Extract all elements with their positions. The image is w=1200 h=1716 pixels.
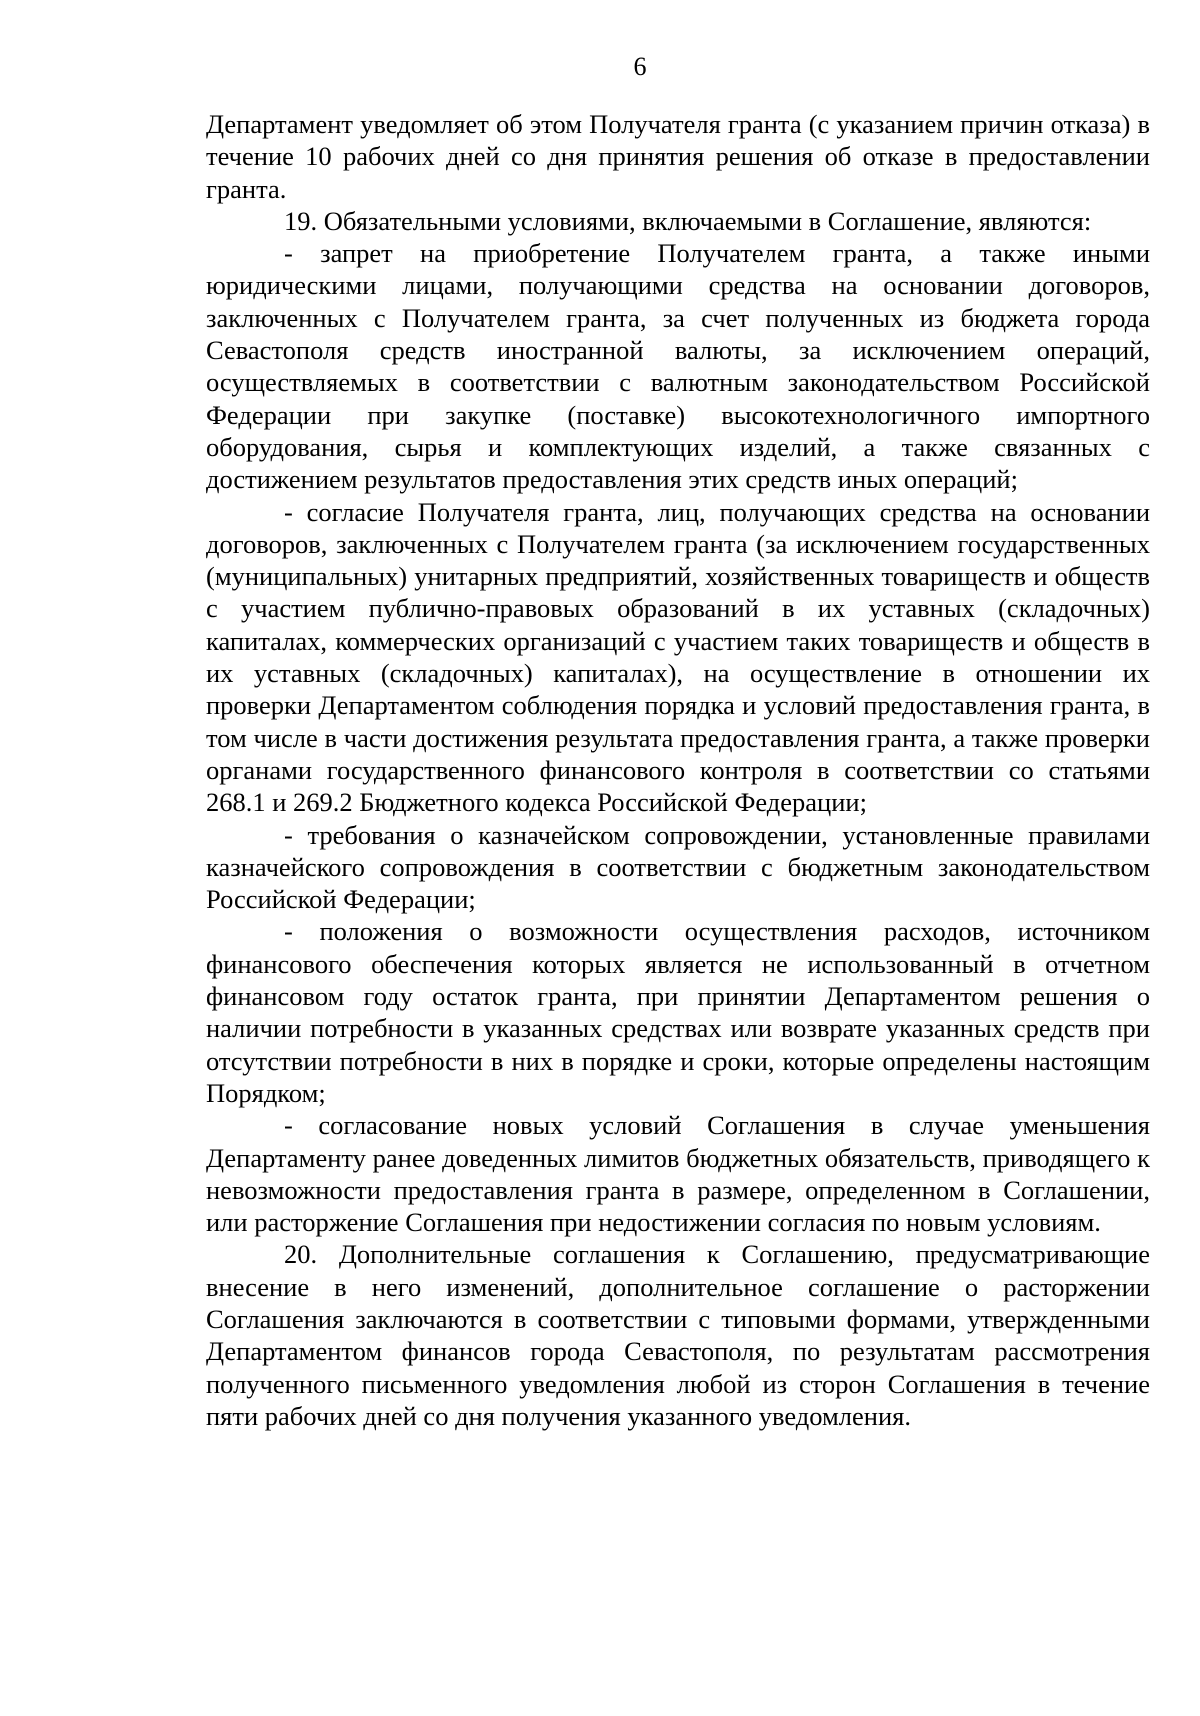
paragraph-refusal-notice: Департамент уведомляет об этом Получателя гранта (с указанием причин отказа) в течение 10 рабочих дней со дня принятия решения об отказе в предоставлении гранта. bbox=[206, 109, 1150, 204]
paragraph-currency-ban: - запрет на приобретение Получателем гранта, а также иными юридическими лицами, получающими средства на основании договоров, заключенных с Получателем гранта, за счет полученных из бюджета города Севастополя средств иностранной валюты, за исключением операций, осуществляемых в соответствии с валютным законодательством Российской Федерации при закупке (поставке) высокотехнологичного импортного оборудования, сырья и комплектующих изделий, а также связанных с достижением результатов предоставления этих средств иных операций; bbox=[206, 238, 1150, 495]
paragraph-inspection-consent: - согласие Получателя гранта, лиц, получающих средства на основании договоров, заключенных с Получателем гранта (за исключением государственных (муниципальных) унитарных предприятий, хозяйственных товариществ и обществ с участием публично-правовых образований в их уставных (складочных) капиталах, коммерческих организаций с участием таких товариществ и обществ в их уставных (складочных) капиталах), на осуществление в отношении их проверки Департаментом соблюдения порядка и условий предоставления гранта, в том числе в части достижения результата предоставления гранта, а также проверки органами государственного финансового контроля в соответствии со статьями 268.1 и 269.2 Бюджетного кодекса Российской Федерации; bbox=[206, 496, 1150, 818]
paragraph-unused-balance: - положения о возможности осуществления расходов, источником финансового обеспечения которых является не использованный в отчетном финансовом году остаток гранта, при принятии Департаментом решения о наличии потребности в указанных средствах или возврате указанных средств при отсутствии потребности в них в порядке и сроки, которые определены настоящим Порядком; bbox=[206, 916, 1150, 1108]
paragraph-19-heading: 19. Обязательными условиями, включаемыми в Соглашение, являются: bbox=[284, 205, 1092, 236]
paragraph-treasury-support: - требования о казначейском сопровождении, установленные правилами казначейского сопровождения в соответствии с бюджетным законодательством Российской Федерации; bbox=[206, 819, 1150, 915]
page-number: 6 bbox=[633, 52, 647, 81]
paragraph-20-additional-agreements: 20. Дополнительные соглашения к Соглашению, предусматривающие внесение в него изменений, дополнительное соглашение о расторжении Соглашения заключаются в соответствии с типовыми формами, утвержденными Департаментом финансов города Севастополя, по результатам рассмотрения полученного письменного уведомления любой из сторон Соглашения в течение пяти рабочих дней со дня получения указанного уведомления. bbox=[206, 1239, 1150, 1431]
paragraph-new-conditions: - согласование новых условий Соглашения в случае уменьшения Департаменту ранее доведенных лимитов бюджетных обязательств, приводящего к невозможности предоставления гранта в размере, определенном в Соглашении, или расторжение Соглашения при недостижении согласия по новым условиям. bbox=[206, 1110, 1150, 1238]
document-body bbox=[206, 108, 1150, 1432]
